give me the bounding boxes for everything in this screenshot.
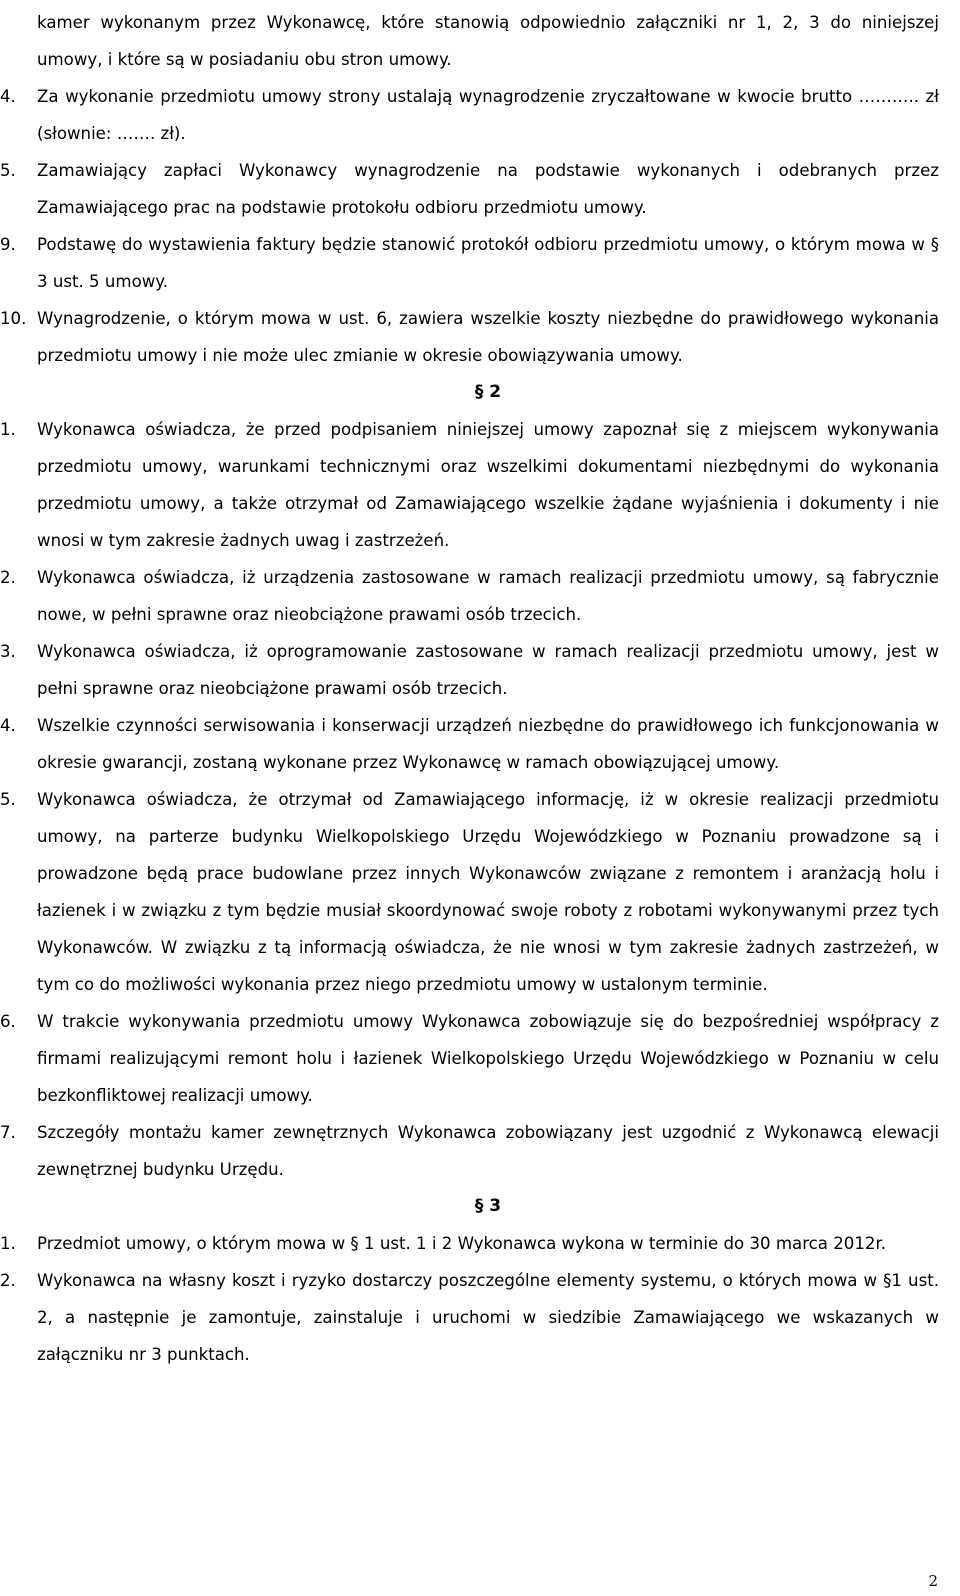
item-number: 10. [0,309,27,328]
item-number: 5. [0,790,16,809]
item-text: Wynagrodzenie, o którym mowa w ust. 6, zawiera wszelkie koszty niezbędne do prawidłowego wykonania przedmiotu umowy i nie może ulec zmianie w okresie obowiązywania umowy. [37,309,939,365]
item-text: Wykonawca oświadcza, iż oprogramowanie zastosowane w ramach realizacji przedmiotu umowy, jest w pełni sprawne oraz nieobciążone prawami osób trzecich. [37,642,939,698]
list-item [0,1225,939,1262]
list-item [0,152,939,226]
item-number: 9. [0,235,16,254]
item-text: Przedmiot umowy, o którym mowa w § 1 ust. 1 i 2 Wykonawca wykona w terminie do 30 marca 2012r. [37,1234,887,1253]
list-item [0,78,939,152]
list-item [0,559,939,633]
item-number: 2. [0,1271,16,1290]
list-item [0,707,939,781]
intro-paragraph: kamer wykonanym przez Wykonawcę, które stanowią odpowiednio załączniki nr 1, 2, 3 do niniejszej umowy, i które są w posiadaniu obu stron umowy. [37,13,939,69]
item-number: 4. [0,716,16,735]
list-item [0,1262,939,1373]
page-number: 2 [928,1572,938,1590]
item-text: Wykonawca na własny koszt i ryzyko dostarczy poszczególne elementy systemu, o których mowa w §1 ust. 2, a następnie je zamontuje, zainstaluje i uruchomi w siedzibie Zamawiającego we wskazanych w załączniku nr 3 punktach. [37,1271,939,1364]
item-number: 6. [0,1012,16,1031]
item-text: Szczegóły montażu kamer zewnętrznych Wykonawca zobowiązany jest uzgodnić z Wykonawcą elewacji zewnętrznej budynku Urzędu. [37,1123,939,1179]
list-item [0,1114,939,1188]
list-item [0,1003,939,1114]
item-number: 7. [0,1123,16,1142]
item-number: 1. [0,1234,16,1253]
item-text: W trakcie wykonywania przedmiotu umowy Wykonawca zobowiązuje się do bezpośredniej współpracy z firmami realizującymi remont holu i łazienek Wielkopolskiego Urzędu Wojewódzkiego w Poznaniu w celu bezkonfliktowej realizacji umowy. [37,1012,939,1105]
item-text: Wykonawca oświadcza, iż urządzenia zastosowane w ramach realizacji przedmiotu umowy, są fabrycznie nowe, w pełni sprawne oraz nieobciążone prawami osób trzecich. [37,568,939,624]
item-text: Za wykonanie przedmiotu umowy strony ustalają wynagrodzenie zryczałtowane w kwocie brutto ……….. zł (słownie: ……. zł). [37,87,939,143]
list-item [0,300,939,374]
item-text: Wykonawca oświadcza, że przed podpisaniem niniejszej umowy zapoznał się z miejscem wykonywania przedmiotu umowy, warunkami technicznymi oraz wszelkimi dokumentami niezbędnymi do wykonania przedmiotu umowy, a także otrzymał od Zamawiającego wszelkie żądane wyjaśnienia i dokumenty i nie wnosi w tym zakresie żadnych uwag i zastrzeżeń. [37,420,939,550]
item-number: 1. [0,420,16,439]
item-text: Wykonawca oświadcza, że otrzymał od Zamawiającego informację, iż w okresie realizacji przedmiotu umowy, na parterze budynku Wielkopolskiego Urzędu Wojewódzkiego w Poznaniu prowadzone są i prowadzone będą prace budowlane przez innych Wykonawców związane z remontem i aranżacją holu i łazienek i w związku z tym będzie musiał skoordynować swoje roboty z robotami wykonywanymi przez tych Wykonawców. W związku z tą informacją oświadcza, że nie wnosi w tym zakresie żadnych zastrzeżeń, w tym co do możliwości wykonania przez niego przedmiotu umowy w ustalonym terminie. [37,790,939,994]
item-text: Wszelkie czynności serwisowania i konserwacji urządzeń niezbędne do prawidłowego ich funkcjonowania w okresie gwarancji, zostaną wykonane przez Wykonawcę w ramach obowiązującej umowy. [37,716,939,772]
item-number: 3. [0,642,16,661]
item-number: 4. [0,87,16,106]
list-item [0,226,939,300]
document-body [0,4,939,1373]
section-heading-3: § 3 [474,1196,502,1216]
list-item [0,633,939,707]
item-text: Zamawiający zapłaci Wykonawcy wynagrodzenie na podstawie wykonanych i odebranych przez Zamawiającego prac na podstawie protokołu odbioru przedmiotu umowy. [37,161,939,217]
item-number: 2. [0,568,16,587]
section-heading-2: § 2 [474,382,502,402]
item-text: Podstawę do wystawienia faktury będzie stanowić protokół odbioru przedmiotu umowy, o którym mowa w § 3 ust. 5 umowy. [37,235,939,291]
list-item [0,781,939,1003]
item-number: 5. [0,161,16,180]
list-item [0,411,939,559]
